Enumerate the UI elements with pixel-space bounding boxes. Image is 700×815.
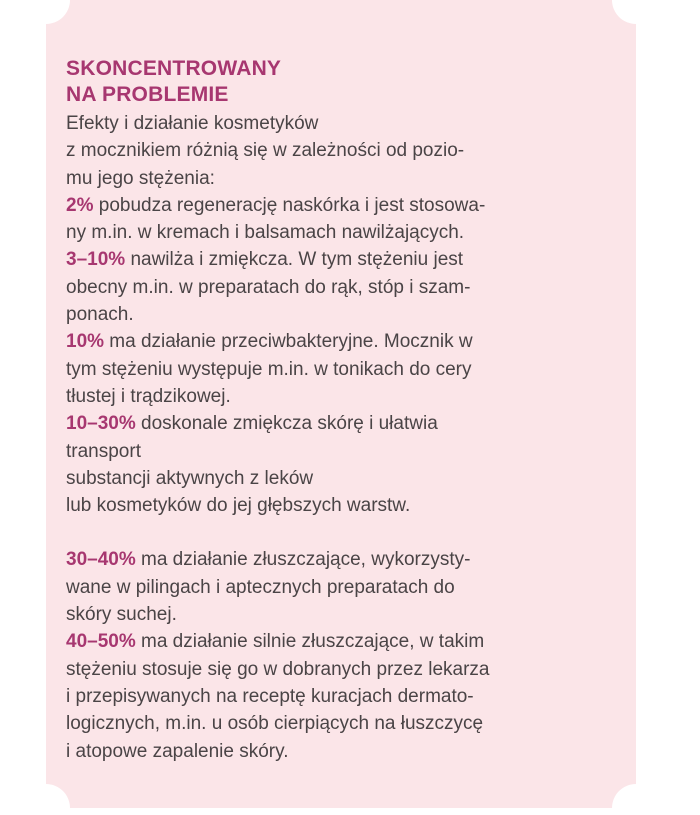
text-line: tłustej i trądzikowej. — [66, 385, 231, 407]
text-line — [66, 546, 546, 573]
text-line — [66, 628, 546, 655]
corner-notch — [612, 784, 636, 808]
concentration-item — [66, 410, 546, 519]
concentration-item — [66, 546, 546, 628]
text-line: obecny m.in. w preparatach do rąk, stóp i szam- — [66, 276, 471, 298]
corner-notch — [46, 784, 70, 808]
text-line: i atopowe zapalenie skóry. — [66, 740, 289, 762]
item-text: ma działanie silnie złuszczające, w takim — [135, 631, 485, 653]
text-line — [66, 246, 546, 273]
text-line: skóry suchej. — [66, 604, 177, 626]
text-line: substancji aktywnych z leków — [66, 467, 314, 489]
item-text: ma działanie złuszczające, wykorzysty- — [135, 549, 471, 571]
paragraph-spacer — [66, 519, 546, 546]
concentration-item — [66, 628, 546, 764]
concentration-item — [66, 328, 546, 410]
text-line — [66, 328, 546, 355]
text-line — [66, 410, 546, 437]
text-line: mu jego stężenia: — [66, 167, 215, 189]
corner-notch — [46, 0, 70, 24]
text-line: stężeniu stosuje się go w dobranych przez lekarza — [66, 658, 490, 680]
item-text: pobudza regenerację naskórka i jest stosowa- — [93, 194, 486, 216]
text-line: ny m.in. w kremach i balsamach nawilżających. — [66, 222, 465, 244]
card-heading — [66, 56, 546, 108]
text-line: i przepisywanych na receptę kuracjach dermato- — [66, 685, 474, 707]
text-line: wane w pilingach i aptecznych preparatach do — [66, 576, 455, 598]
heading-line: SKONCENTROWANY — [66, 57, 282, 80]
text-line: lub kosmetyków do jej głębszych warstw. — [66, 495, 411, 517]
concentration-value: 2% — [66, 194, 94, 216]
text-line: ponach. — [66, 304, 134, 326]
item-text: nawilża i zmiękcza. W tym stężeniu jest — [125, 249, 464, 271]
concentration-value: 10% — [66, 331, 105, 353]
text-line: logicznych, m.in. u osób cierpiących na łuszczycę — [66, 713, 484, 735]
text-line: Efekty i działanie kosmetyków — [66, 113, 319, 134]
concentration-value: 40–50% — [66, 631, 136, 653]
concentration-value: 10–30% — [66, 413, 136, 435]
card-content — [66, 56, 546, 765]
text-line: z mocznikiem różnią się w zależności od pozio- — [66, 140, 465, 162]
concentration-value: 3–10% — [66, 249, 126, 271]
item-text: doskonale zmiękcza skórę i ułatwia — [135, 413, 438, 435]
concentration-item — [66, 246, 546, 328]
text-line: tym stężeniu występuje m.in. w tonikach do cery — [66, 358, 472, 380]
heading-line: NA PROBLEMIE — [66, 83, 229, 106]
intro-paragraph — [66, 110, 546, 192]
corner-notch — [612, 0, 636, 24]
concentration-item — [66, 192, 546, 247]
item-text: ma działanie przeciwbakteryjne. Mocznik w — [104, 331, 473, 353]
concentration-value: 30–40% — [66, 549, 136, 571]
text-line: transport — [66, 440, 141, 462]
text-line — [66, 192, 546, 219]
